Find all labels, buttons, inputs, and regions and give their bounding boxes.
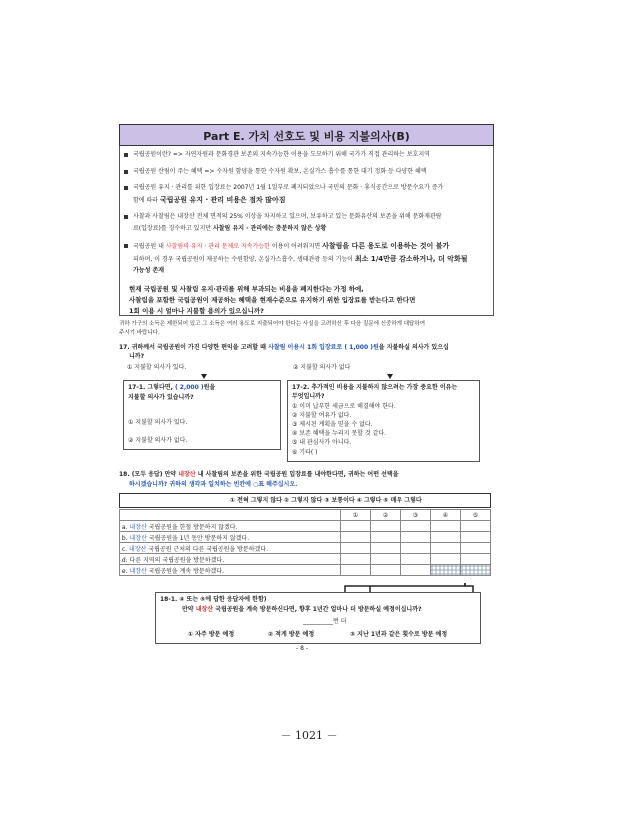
blue-text: 사찰림 이용시 1회 입장료로 ( 1,000 )원 [268,344,379,351]
info-bullet-1: 국립공원이란? => 자연자원과 문화경관 보존외 지속가능한 이용을 도모하기 위해 국가가 직접 관리하는 보호지역 [133,151,430,158]
answer-cell[interactable] [401,543,431,554]
answer-cell[interactable] [431,543,461,554]
text-span: 17. 귀하께서 국립공원이 가진 다양한 편익을 고려할 때 [119,344,269,351]
answer-cell[interactable] [371,565,401,576]
text-span: 국립공원을 한철 방문하지 않겠다. [146,523,238,531]
info-bullet-3-line-1: 국립공원 유지 · 관리를 위한 입장료는 2007년 1월 1일부로 폐지되었으나 국민의 문화 · 휴식공간으로 방문수요가 증가 [133,184,444,191]
question-17-1-option-2[interactable]: ② 지불할 의사가 없다. [128,437,188,444]
text-span: 료(입장료)를 징수하고 있지만 [133,225,213,232]
scenario-line-1: 현재 국립공원 및 사찰림 유지·관리를 위해 부과되는 비용을 폐지한다는 가정 하에, [129,285,364,293]
table-row [120,532,491,543]
question-17-line-2: 니까? [129,353,145,360]
question-17-2-line-2: 무엇입니까? [292,393,325,400]
answer-cell[interactable] [371,532,401,543]
info-bullet-2: 국립공원 산림이 주는 혜택 => 수자원 함양을 통한 수자원 확보, 온실가스 흡수를 통한 대기 정화 등 다양한 혜택 [133,168,427,175]
table-col-header: ⑤ [461,510,491,521]
answer-cell[interactable] [341,554,371,565]
question-17-option-1[interactable]: ① 지불할 의사가 있다. [127,364,187,371]
text-span: e. [121,567,130,575]
scenario-line-3: 1회 이용 시 얼마나 지불할 용의가 있으십니까? [129,307,264,315]
text-span: 국립공원을 계속 방문하신다면, 향후 1년간 얼마나 더 방문하실 예정이십니까? [213,606,422,613]
question-17-option-2[interactable]: ② 지불할 의사가 없다 [293,364,351,371]
bullet-icon [124,215,128,219]
question-17-1-line-2: 지불할 의사가 있습니까? [128,394,194,401]
text-span: 함에 따라 [133,197,160,204]
arrow-down-icon [201,374,207,379]
answer-cell[interactable] [371,554,401,565]
info-bullet-5-line-1 [133,242,449,251]
scenario-line-2: 사찰림을 포함한 국립공원이 제공하는 혜택을 현재수준으로 유지하기 위한 입장료를 받는다고 한다면 [129,296,416,304]
table-col-header: ④ [431,510,461,521]
question-17-2-line-1: 17-2. 추가적인 비용을 지불하지 않으려는 가장 중요한 이유는 [292,384,458,391]
emphasis-text: 최소 1/4만큼 감소하거나, 더 악화될 [354,255,468,263]
answer-cell[interactable] [401,554,431,565]
table-row [120,565,491,576]
text-span: 을 지불하실 의사가 있으십 [378,344,449,351]
info-bullet-4-line-1: 사찰과 사찰림은 내장산 전체 면적의 25% 이상을 차지하고 있으며, 보유하고 있는 문화유산의 보존을 위해 문화재관람 [133,213,442,220]
red-text: 내장산 [178,471,196,478]
info-bullet-5-line-3: 가능성 존재 [133,267,165,274]
question-17-1-option-1[interactable]: ① 지불할 의사가 있다. [128,419,188,426]
emphasis-text: 국립공원 유지 · 관리 비용은 점차 많아짐 [160,196,286,204]
q18-table [119,509,491,576]
info-bullet-5-line-2 [133,255,467,264]
text-span: 피하며, 이 경우 국립공원이 제공하는 수원함양, 온실가스흡수, 생태관광 등의 기능이 [133,256,355,263]
blue-text: 내장산 [129,534,147,542]
text-span: b. [121,534,130,542]
answer-cell[interactable] [341,543,371,554]
text-span: 내 사찰림의 보존을 위한 국립공원 입장료를 내야한다면, 귀하는 어떤 선택을 [195,471,399,478]
question-17-2-option-1[interactable]: ① 이미 납부한 세금으로 해결해야 한다. [292,403,396,410]
answer-cell[interactable] [431,565,461,576]
arrow-down-icon [387,374,393,379]
answer-cell[interactable] [461,543,491,554]
table-col-header: ① [341,510,371,521]
answer-cell[interactable] [341,521,371,532]
visit-count-field[interactable]: __________번 더 [303,618,347,625]
question-17-2-option-4[interactable]: ④ 보존 혜택을 누리지 못할 것 같다. [292,430,387,437]
answer-cell[interactable] [461,554,491,565]
text-span: 다른 지역의 국립공원을 방문하겠다. [129,556,225,564]
red-text: 사찰림의 유지 · 관리 문제로 지속가능한 [165,243,270,250]
row-label [120,554,341,565]
table-header-row [120,510,491,521]
text-span: 국립공원 근처의 다른 국립공원을 방문하겠다. [146,545,269,553]
text-span: 원을 [203,384,216,391]
answer-cell[interactable] [371,543,401,554]
bullet-icon [124,186,128,190]
text-span: a. [121,523,130,531]
answer-cell[interactable] [341,532,371,543]
text-span: 만약 [182,606,196,613]
text-span: c. [121,545,130,553]
blue-text: ( 2,000 ) [174,384,204,391]
info-bullet-4-line-2 [133,225,326,233]
row-label [120,532,341,543]
bullet-icon [124,153,128,157]
answer-cell[interactable] [371,521,401,532]
answer-cell[interactable] [431,554,461,565]
text-span: 18. (모두 응답) 만약 [119,471,179,478]
question-17-line-1 [119,344,449,352]
row-label [120,543,341,554]
question-17-1-line-1 [128,384,215,392]
answer-cell[interactable] [461,565,491,576]
table-col-header: ③ [401,510,431,521]
table-col-header: ② [371,510,401,521]
blue-text: 내장산 [129,523,147,531]
text-span: 이용이 어려워지면 [269,243,323,250]
answer-cell[interactable] [341,565,371,576]
question-18-1-line-2 [182,606,422,614]
answer-cell[interactable] [401,565,431,576]
question-17-2-option-3[interactable]: ③ 제시된 계획을 믿을 수 없다. [292,421,373,428]
text-span: 17-1. 그렇다면, [128,384,175,391]
bullet-icon [124,170,128,174]
question-17-2-option-5[interactable]: ⑤ 내 관심사가 아니다. [292,439,352,446]
blue-text: 내장산 [129,567,147,575]
note-line-2: 주시기 바랍니다. [119,330,160,336]
page-number: － 1021 － [280,729,338,742]
part-title: Part E. 가치 선호도 및 비용 지불의사(B) [203,130,410,143]
text-span: 국립공원을 1년 동안 방문하지 않겠다. [146,534,250,542]
answer-cell[interactable] [401,532,431,543]
inner-page-number: - 8 - [296,645,308,652]
text-span: 국립공원을 계속 방문하겠다. [146,567,225,575]
question-18-1-line-1: 18-1. ④ 또는 ⑤에 답한 응답자에 한함) [160,596,267,603]
row-label [120,565,341,576]
table-row [120,554,491,565]
text-span: d. [121,556,130,564]
bullet-icon [124,244,128,248]
emphasis-text: 사찰림을 다른 용도로 이용하는 것이 불가 [322,242,450,250]
table-row [120,521,491,532]
question-17-2-option-6[interactable]: ⑥ 기타( ) [292,449,318,456]
answer-cell[interactable] [461,521,491,532]
answer-cell[interactable] [431,521,461,532]
question-18-1-option-1[interactable]: ① 자주 방문 예정 [188,631,235,638]
answer-cell[interactable] [461,532,491,543]
question-18-line-2: 하시겠습니까? 귀하의 생각과 일치하는 빈칸에 ○표 해주십시오. [129,481,298,488]
row-label [120,521,341,532]
answer-cell[interactable] [401,521,431,532]
info-bullet-3-line-2 [133,196,285,205]
question-18-1-option-2[interactable]: ② 적게 방문 예정 [268,631,315,638]
question-18-1-option-3[interactable]: ③ 지난 1년과 같은 횟수로 방문 예정 [350,631,448,638]
table-cell [120,510,341,521]
red-text: 내장산 [195,606,214,613]
emphasis-text: 사찰림 유지 · 관리에는 충분하지 않은 상황 [212,225,327,232]
text-span: 국립공원 내 [133,243,166,250]
note-line-1: 귀하 가구의 소득은 제한되어 있고 그 소득은 여러 용도로 지출되어야 한다는 사실을 고려하신 후 다음 질문에 신중하게 대답하여 [119,321,426,327]
scale-header: ① 전혀 그렇지 않다 ② 그렇지 않다 ③ 보통이다 ④ 그렇다 ⑤ 매우 그렇다 [230,497,422,504]
question-17-2-option-2[interactable]: ② 지불할 여유가 없다. [292,412,352,419]
table-row [120,543,491,554]
blue-text: 내장산 [129,545,147,553]
answer-cell[interactable] [431,532,461,543]
question-18-line-1 [119,471,399,479]
